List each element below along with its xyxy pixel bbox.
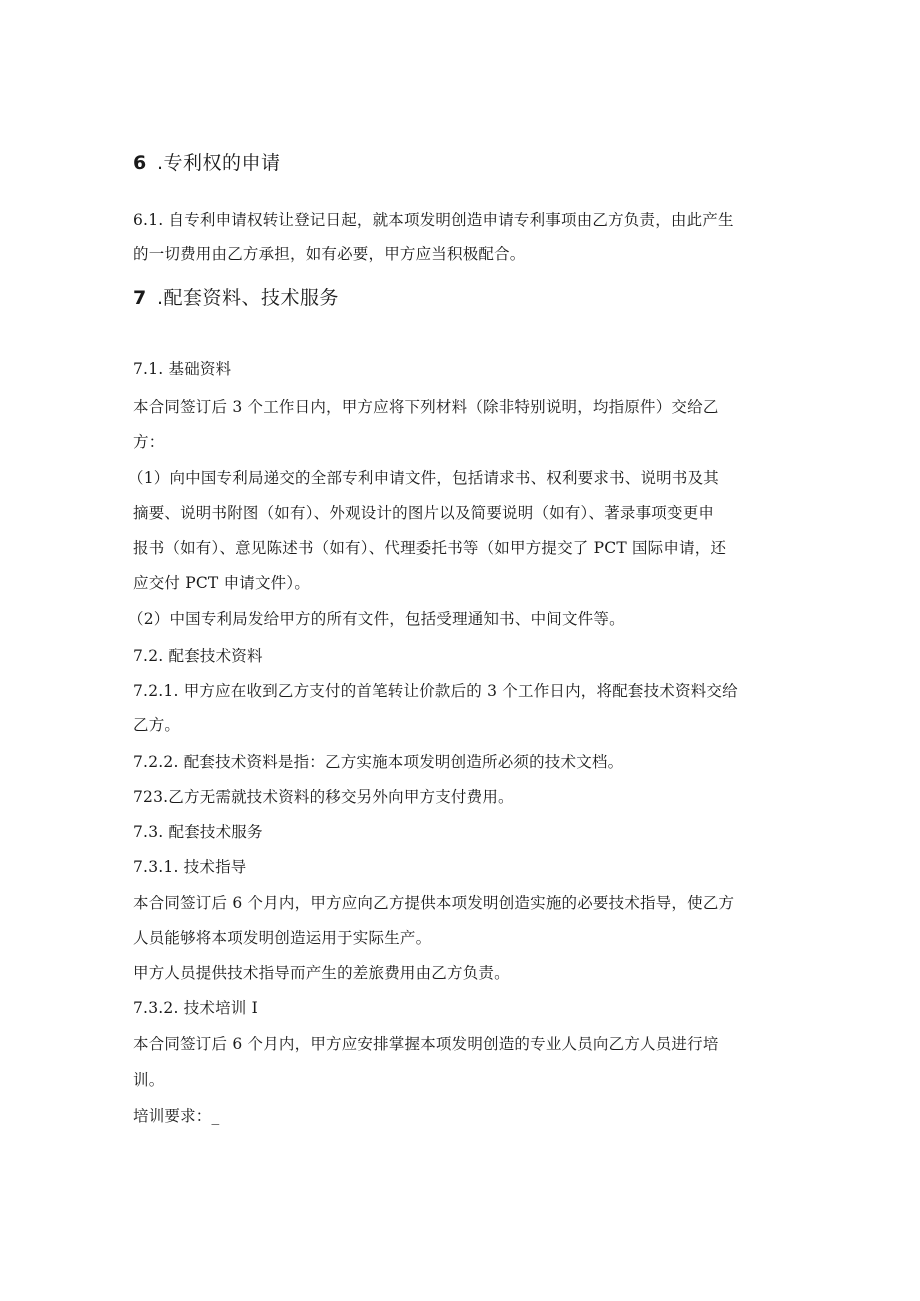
- paragraph-7-3-2-line-1: 本合同签订后 6 个月内，甲方应安排掌握本项发明创造的专业人员向乙方人员进行培: [133, 1035, 719, 1053]
- section-7-number: 7: [133, 287, 147, 309]
- paragraph-7-2-1-line-2: 乙方。: [133, 716, 181, 734]
- subsection-7-3-title: 7.3. 配套技术服务: [133, 823, 263, 841]
- paragraph-7-1-intro-line-1: 本合同签订后 3 个工作日内，甲方应将下列材料（除非特别说明，均指原件）交给乙: [133, 398, 719, 416]
- section-6-number: 6: [133, 152, 147, 174]
- section-6-heading: [133, 150, 281, 176]
- paragraph-6-1-line-2: 的一切费用由乙方承担，如有必要，甲方应当积极配合。: [133, 245, 526, 263]
- training-requirements: 培训要求：_: [133, 1107, 220, 1125]
- paragraph-7-3-1-line-1: 本合同签订后 6 个月内，甲方应向乙方提供本项发明创造实施的必要技术指导，使乙方: [133, 894, 735, 912]
- paragraph-7-3-2-line-2: 训。: [133, 1071, 165, 1089]
- section-7-heading: [133, 285, 339, 311]
- subsection-7-2-title: 7.2. 配套技术资料: [133, 647, 263, 665]
- list-item-1-line-2: 摘要、说明书附图（如有）、外观设计的图片以及简要说明（如有）、著录事项变更申: [133, 504, 715, 522]
- list-item-1-line-1: （1）向中国专利局递交的全部专利申请文件，包括请求书、权利要求书、说明书及其: [128, 469, 719, 487]
- subsection-7-3-2-title: 7.3.2. 技术培训 I: [133, 999, 258, 1017]
- paragraph-7-3-1-line-2: 人员能够将本项发明创造运用于实际生产。: [133, 929, 432, 947]
- paragraph-7-1-intro-line-2: 方：: [133, 433, 165, 451]
- paragraph-7-3-1-line-3: 甲方人员提供技术指导而产生的差旅费用由乙方负责。: [133, 964, 510, 982]
- paragraph-7-2-3: 723.乙方无需就技术资料的移交另外向甲方支付费用。: [133, 788, 514, 806]
- paragraph-6-1-line-1: 6.1. 自专利申请权转让登记日起，就本项发明创造申请专利事项由乙方负责，由此产生: [133, 211, 734, 229]
- subsection-7-3-1-title: 7.3.1. 技术指导: [133, 858, 247, 876]
- subsection-7-1-title: 7.1. 基础资料: [133, 360, 232, 378]
- list-item-1-line-3: 报书（如有）、意见陈述书（如有）、代理委托书等（如甲方提交了 PCT 国际申请，还: [133, 539, 727, 557]
- paragraph-7-2-1-line-1: 7.2.1. 甲方应在收到乙方支付的首笔转让价款后的 3 个工作日内，将配套技术资料交给: [133, 682, 738, 700]
- section-6-title: .专利权的申请: [157, 152, 281, 174]
- list-item-2: （2）中国专利局发给甲方的所有文件，包括受理通知书、中间文件等。: [128, 610, 625, 628]
- section-7-title: .配套资料、技术服务: [157, 287, 340, 309]
- list-item-1-line-4: 应交付 PCT 申请文件）。: [133, 574, 311, 592]
- paragraph-7-2-2: 7.2.2. 配套技术资料是指：乙方实施本项发明创造所必须的技术文档。: [133, 753, 624, 771]
